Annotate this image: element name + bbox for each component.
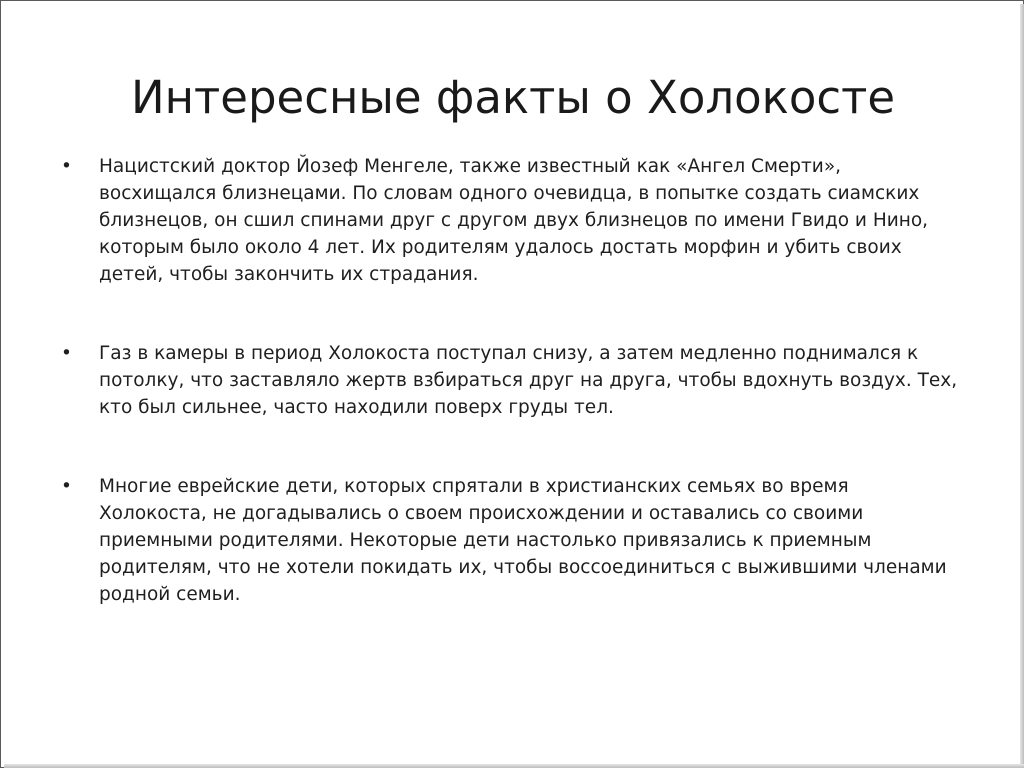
slide-title: Интересные факты о Холокосте: [130, 71, 896, 124]
bullet-text: Газ в камеры в период Холокоста поступал снизу, а затем медленно поднимался к потолку, что заставляло жертв взбираться друг на друга, чтобы вдохнуть воздух. Тех, кто был сильнее, часто находили поверх груды тел.: [99, 343, 958, 418]
bullet-dot-icon: •: [61, 476, 72, 497]
bullet-text: Многие еврейские дети, которых спрятали в христианских семьях во время Холокоста, не догадывались о своем происхождении и оставались со своими приемными родителями. Некоторые дети настолько привязались к приемным родителям, что не хотели покидать их, чтобы воссоединиться с выжившими членами родной семьи.: [99, 476, 947, 605]
bullet-item: [61, 473, 961, 608]
bullet-dot-icon: •: [61, 156, 72, 177]
bullet-text: Нацистский доктор Йозеф Менгеле, также известный как «Ангел Смерти», восхищался близнецами. По словам одного очевидца, в попытке создать сиамских близнецов, он сшил спинами друг с другом двух близнецов по имени Гвидо и Нино, которым было около 4 лет. Их родителям удалось достать морфин и убить своих детей, чтобы закончить их страдания.: [99, 156, 929, 285]
bullet-item: [61, 340, 961, 421]
slide-shadow-bottom: [4, 764, 1024, 768]
slide-shadow-right: [1020, 4, 1024, 768]
bullet-dot-icon: •: [61, 343, 72, 364]
bullet-list: [61, 153, 961, 608]
bullet-item: [61, 153, 961, 288]
